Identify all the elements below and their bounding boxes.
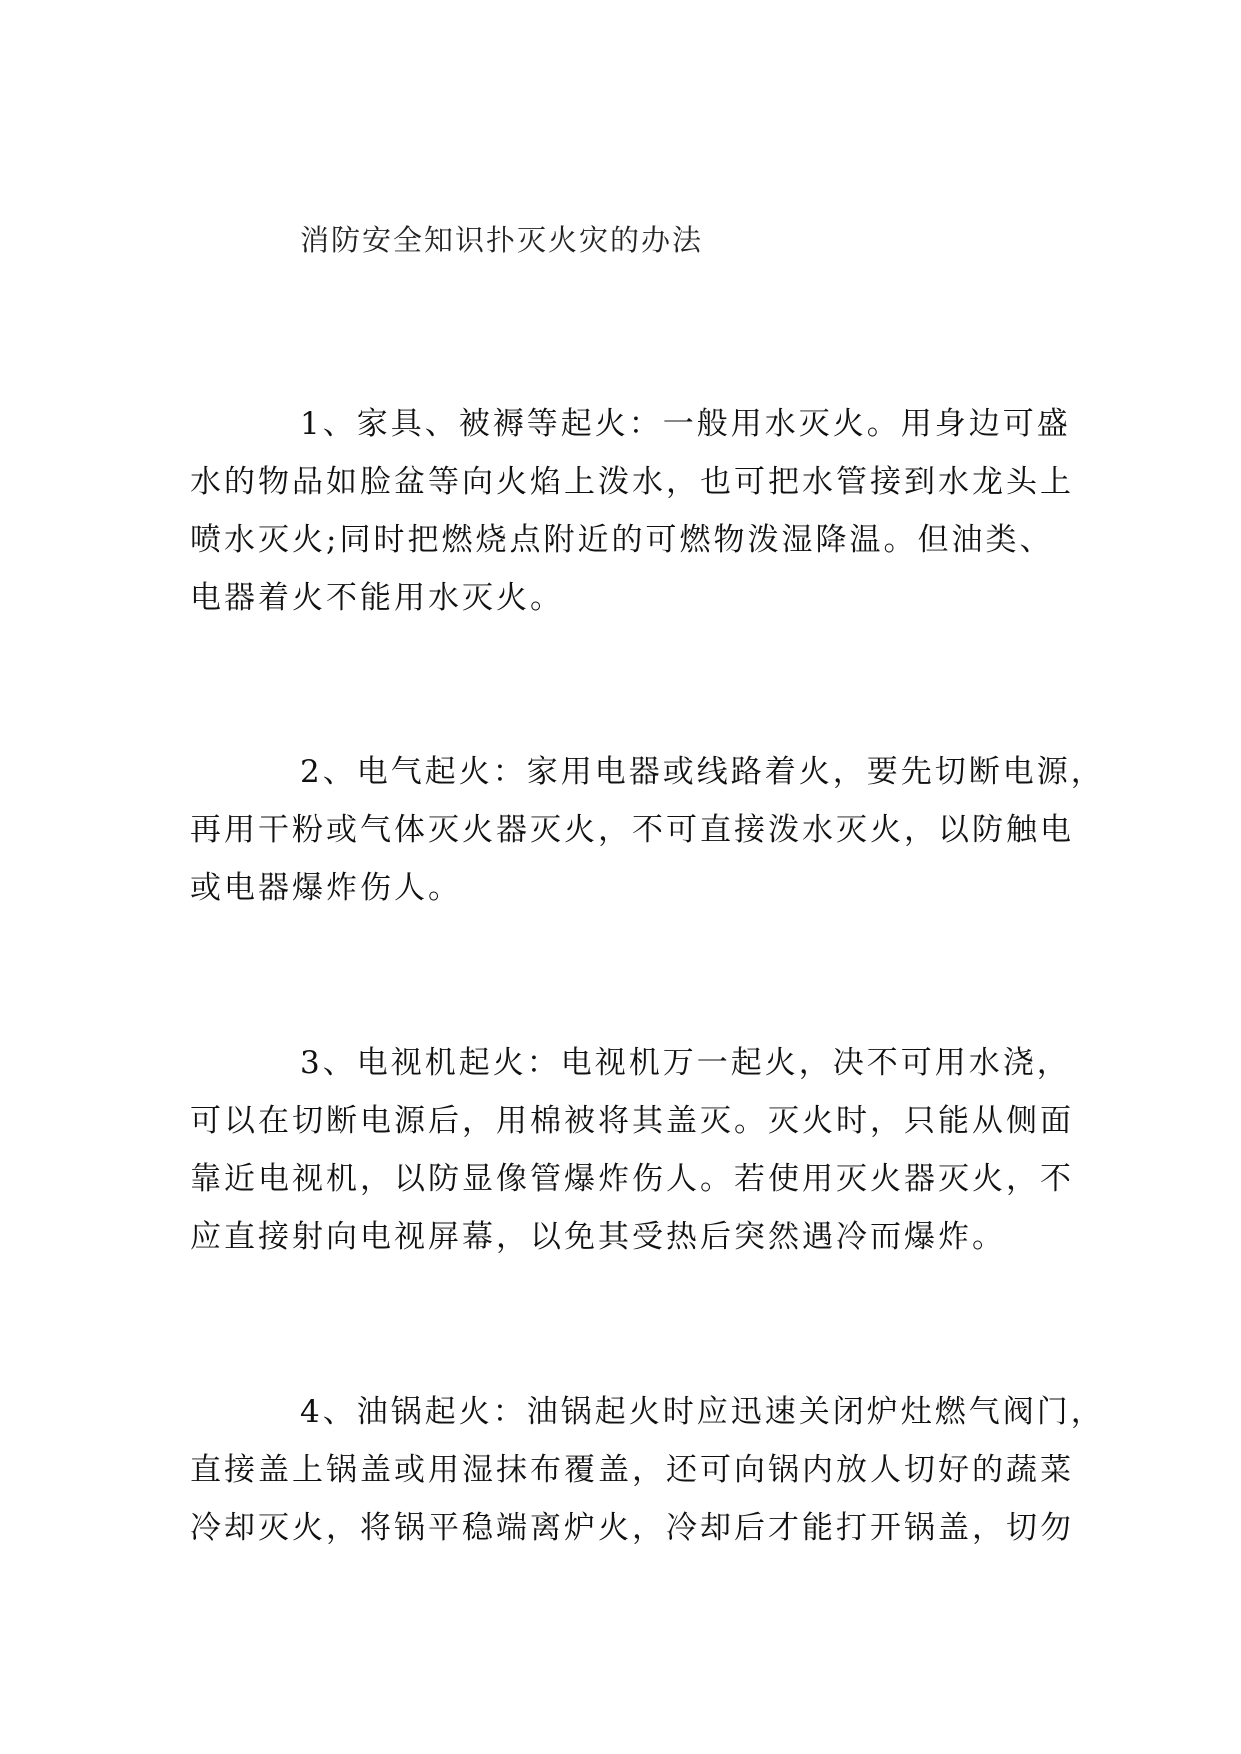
paragraph-line: 电器着火不能用水灭火。 bbox=[190, 580, 564, 616]
paragraph-line: 2、电气起火：家用电器或线路着火，要先切断电源， bbox=[300, 754, 1105, 790]
paragraph-line: 直接盖上锅盖或用湿抹布覆盖，还可向锅内放人切好的蔬菜 bbox=[190, 1452, 1074, 1488]
paragraph-line: 1、家具、被褥等起火：一般用水灭火。用身边可盛 bbox=[300, 406, 1071, 442]
paragraph-line: 应直接射向电视屏幕，以免其受热后突然遇冷而爆炸。 bbox=[190, 1219, 1006, 1255]
paragraph-line: 再用干粉或气体灭火器灭火，不可直接泼水灭火，以防触电 bbox=[190, 812, 1074, 848]
paragraph-line: 水的物品如脸盆等向火焰上泼水，也可把水管接到水龙头上 bbox=[190, 464, 1074, 500]
paragraph-tv-fire bbox=[190, 1034, 1080, 1266]
paragraph-line: 喷水灭火;同时把燃烧点附近的可燃物泼湿降温。但油类、 bbox=[190, 522, 1054, 558]
paragraph-line: 靠近电视机，以防显像管爆炸伤人。若使用灭火器灭火，不 bbox=[190, 1161, 1074, 1197]
paragraph-electrical-fire bbox=[190, 743, 1105, 917]
paragraph-line: 可以在切断电源后，用棉被将其盖灭。灭火时，只能从侧面 bbox=[190, 1103, 1074, 1139]
document-title: 消防安全知识扑灭火灾的办法 bbox=[300, 223, 704, 257]
paragraph-furniture-fire bbox=[190, 395, 1080, 627]
paragraph-line: 或电器爆炸伤人。 bbox=[190, 870, 462, 906]
paragraph-line: 3、电视机起火：电视机万一起火，决不可用水浇， bbox=[300, 1045, 1071, 1081]
paragraph-line: 4、油锅起火：油锅起火时应迅速关闭炉灶燃气阀门， bbox=[300, 1394, 1105, 1430]
paragraph-line: 冷却灭火，将锅平稳端离炉火，冷却后才能打开锅盖，切勿 bbox=[190, 1510, 1074, 1546]
paragraph-oil-pan-fire bbox=[190, 1383, 1105, 1557]
